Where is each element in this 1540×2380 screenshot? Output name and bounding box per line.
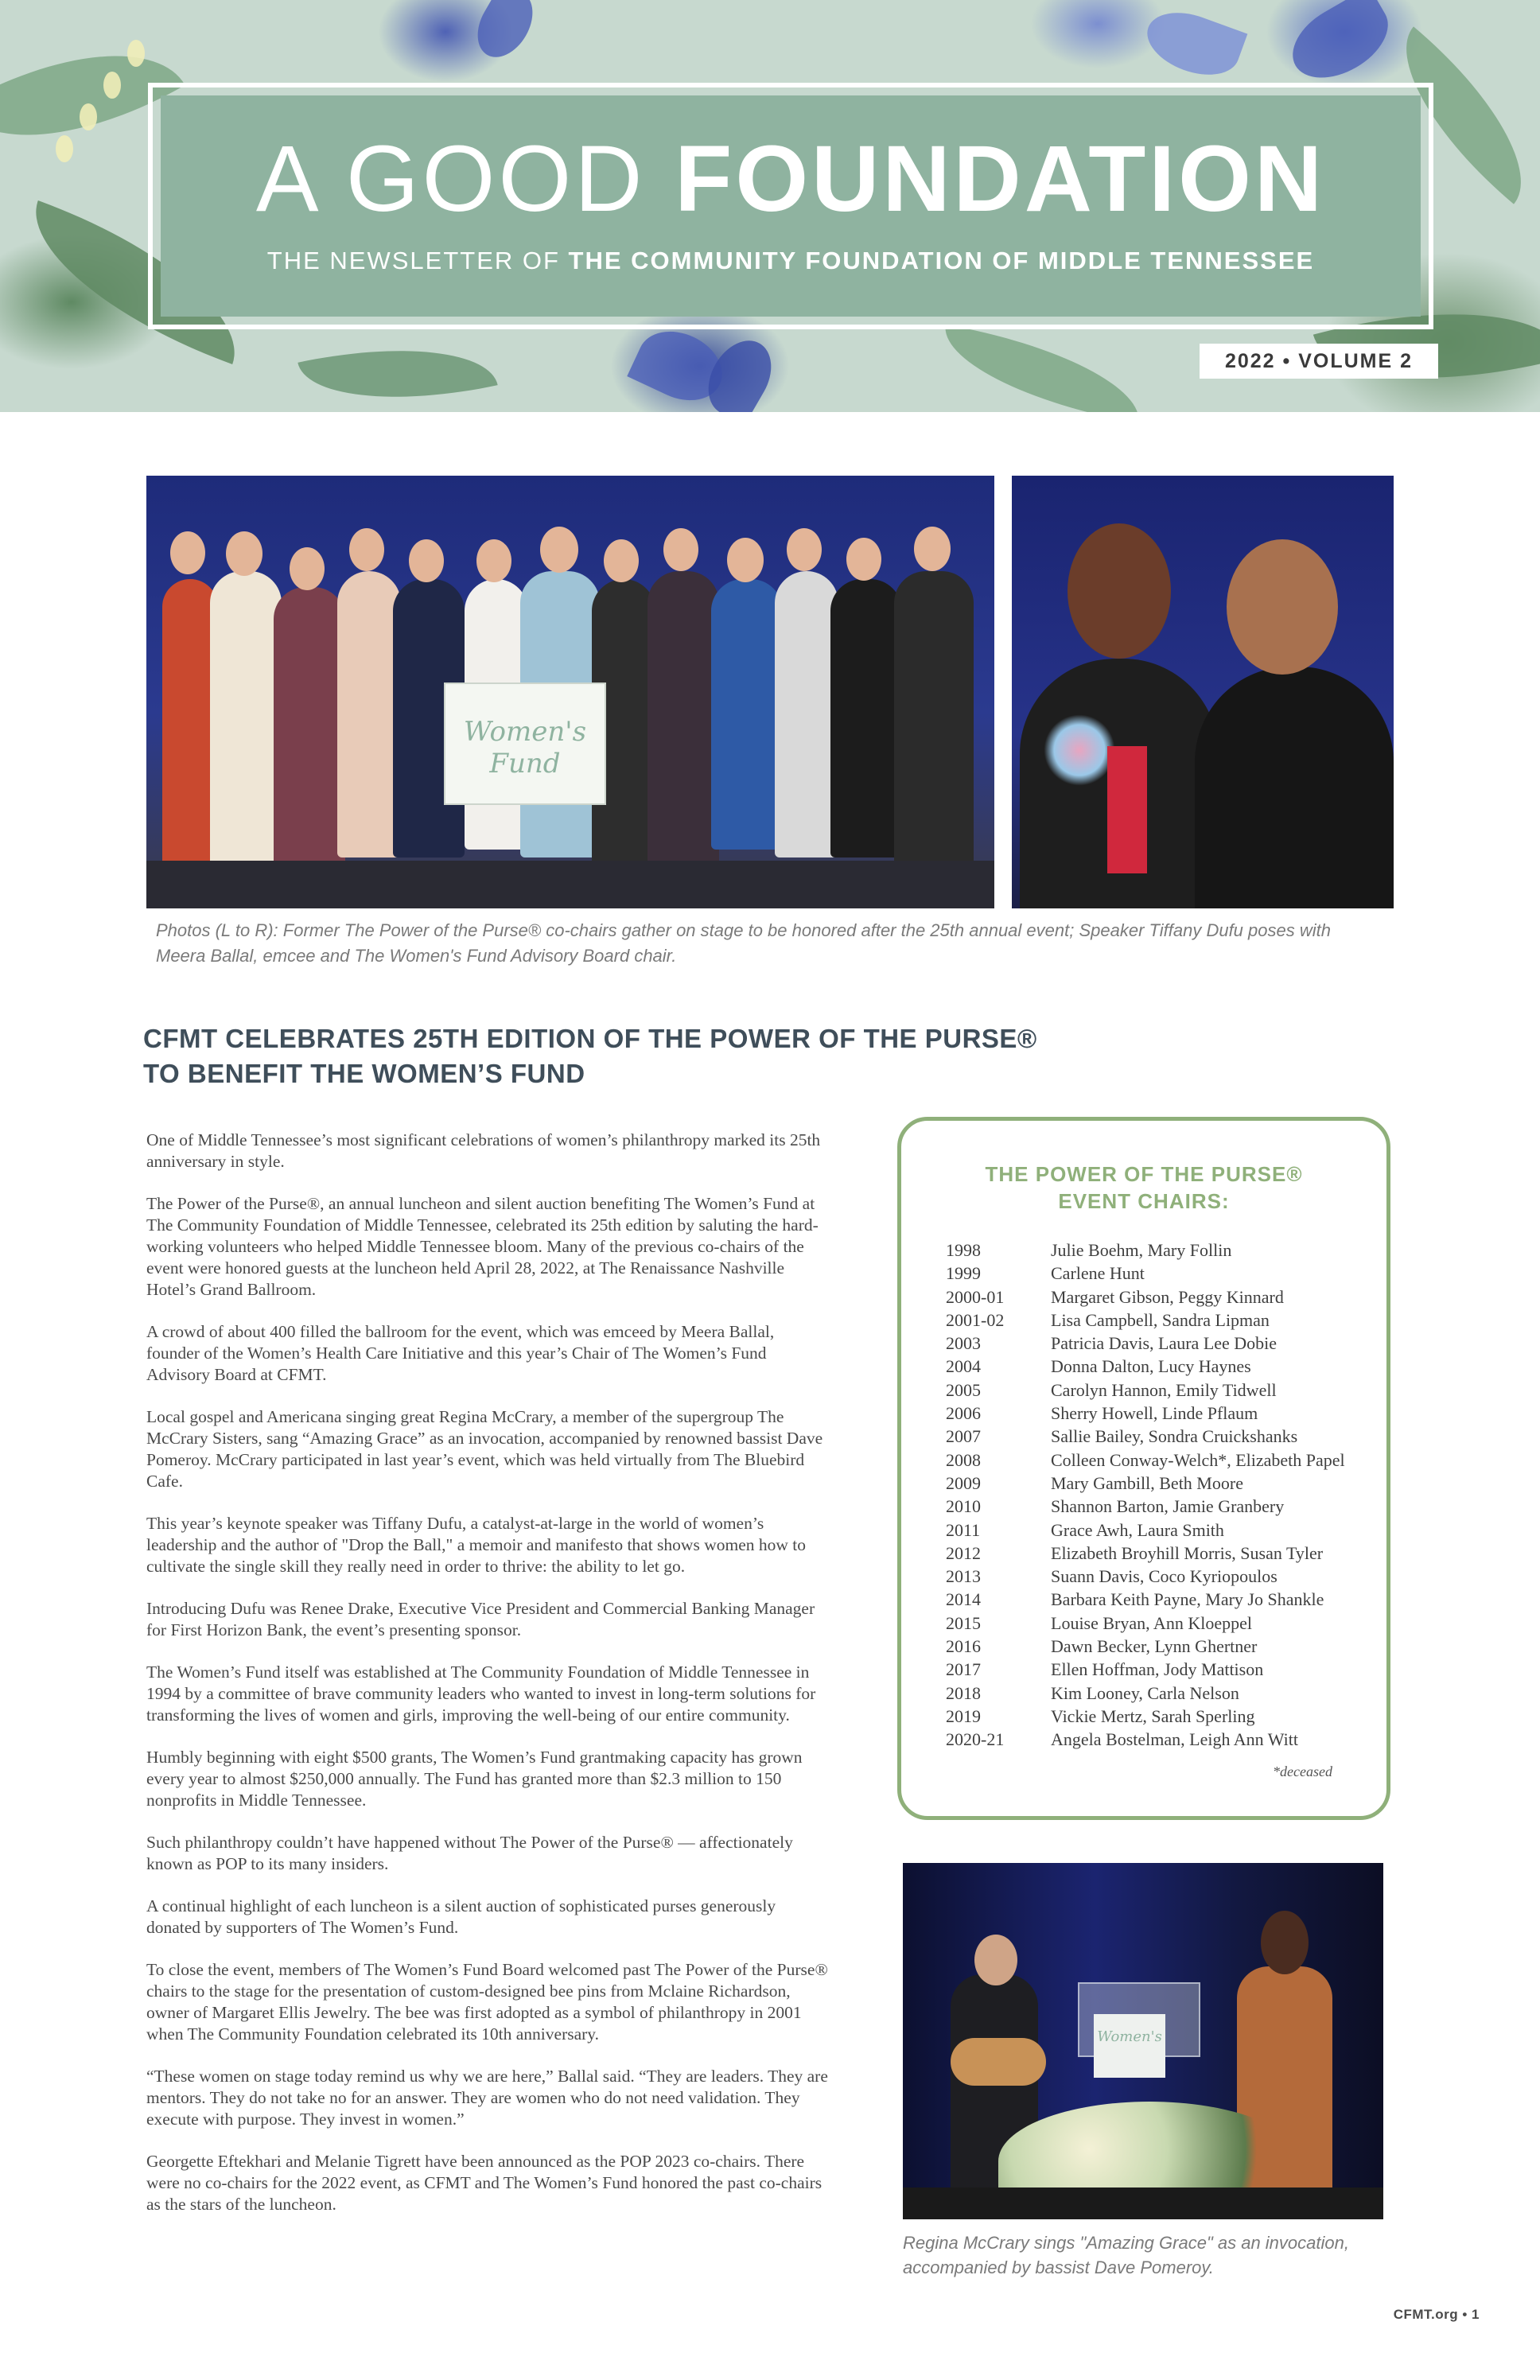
chair-names: Ellen Hoffman, Jody Mattison: [1051, 1659, 1264, 1680]
iris-flower-illustration: [1139, 2, 1248, 87]
stage-floor: [146, 861, 994, 908]
chair-year: 2009: [946, 1472, 981, 1493]
chair-year: 2007: [946, 1426, 981, 1447]
chair-row: [946, 1495, 1375, 1518]
bud-illustration: [103, 72, 121, 99]
chair-names: Margaret Gibson, Peggy Kinnard: [1051, 1286, 1284, 1307]
chair-row: [946, 1472, 1375, 1495]
chair-year: 2012: [946, 1542, 981, 1563]
chair-row: [946, 1402, 1375, 1425]
chair-names: Colleen Conway-Welch*, Elizabeth Papel: [1051, 1449, 1345, 1470]
bud-illustration: [80, 103, 97, 130]
chair-names: Sallie Bailey, Sondra Cruickshanks: [1051, 1426, 1298, 1447]
article-paragraph: A continual highlight of each luncheon is a silent auction of sophisticated purses generously donated by supporters of The Women’s Fund.: [146, 1896, 776, 1937]
subtitle-prefix: THE NEWSLETTER OF: [266, 247, 569, 274]
article-paragraph: Local gospel and Americana singing great Regina McCrary, a member of the supergroup The McCrary Sisters, sang “Amazing Grace” as an invocation, accompanied by renowned bassist Dave Pomeroy. McCrary participated in last year’s event, which was held virtually from The Bluebird Cafe.: [146, 1407, 823, 1491]
chair-year: 1999: [946, 1263, 981, 1284]
chair-names: Mary Gambill, Beth Moore: [1051, 1472, 1243, 1493]
chair-row: [946, 1519, 1375, 1542]
chair-names: Dawn Becker, Lynn Ghertner: [1051, 1636, 1258, 1657]
event-chairs-title-line-2: EVENT CHAIRS:: [1058, 1189, 1230, 1213]
chair-year: 2003: [946, 1333, 981, 1354]
podium-logo-text: Women's Fund: [463, 716, 587, 780]
chair-row: [946, 1705, 1375, 1728]
article-paragraph: Introducing Dufu was Renee Drake, Executive Vice President and Commercial Banking Manager for First Horizon Bank, the event’s presenting sponsor.: [146, 1599, 815, 1639]
chair-names: Kim Looney, Carla Nelson: [1051, 1682, 1239, 1703]
chair-names: Carolyn Hannon, Emily Tidwell: [1051, 1379, 1277, 1400]
event-chairs-title-line-1: THE POWER OF THE PURSE®: [985, 1162, 1303, 1186]
chair-row: [946, 1355, 1375, 1378]
chair-names: Angela Bostelman, Leigh Ann Witt: [1051, 1729, 1298, 1750]
chair-row: [946, 1565, 1375, 1588]
podium-logo-text: Women's: [1097, 2028, 1162, 2045]
chair-year: 2016: [946, 1636, 981, 1657]
article-paragraph: The Women’s Fund itself was established at The Community Foundation of Middle Tennessee in 1994 by a committee of brave community leaders who wanted to invest in long-term solutions for transforming the lives of women and girls, improving the well-being of our entire community.: [146, 1662, 816, 1725]
chair-year: 2018: [946, 1682, 981, 1703]
chair-year: 2017: [946, 1659, 981, 1680]
chair-row: [946, 1682, 1375, 1705]
chair-year: 2020-21: [946, 1729, 1005, 1750]
chair-row: [946, 1239, 1375, 1262]
title-box: [161, 95, 1421, 317]
chair-row: [946, 1309, 1375, 1332]
newsletter-title: [161, 126, 1421, 231]
chair-names: Elizabeth Broyhill Morris, Susan Tyler: [1051, 1542, 1324, 1563]
leaf-illustration: [935, 325, 1149, 412]
chair-row: [946, 1262, 1375, 1285]
chair-year: 2004: [946, 1356, 981, 1377]
chair-row: [946, 1332, 1375, 1355]
article-paragraph: One of Middle Tennessee’s most significant celebrations of women’s philanthropy marked its 25th anniversary in style.: [146, 1130, 821, 1171]
article-body: [146, 1130, 830, 2236]
chair-row: [946, 1658, 1375, 1681]
page-footer[interactable]: CFMT.org • 1: [1393, 2307, 1480, 2322]
speaker-photo: [1012, 476, 1394, 908]
chair-row: [946, 1612, 1375, 1635]
article-paragraph: This year’s keynote speaker was Tiffany Dufu, a catalyst-at-large in the world of women’s leadership and the author of "Drop the Ball," a memoir and manifesto that shows women how to cultivate the single skill they really need in order to thrive: the ability to let go.: [146, 1514, 806, 1576]
chair-year: 2006: [946, 1403, 981, 1424]
performance-photo: [903, 1863, 1383, 2219]
chair-year: 2013: [946, 1566, 981, 1587]
article-paragraph: Georgette Eftekhari and Melanie Tigrett have been announced as the POP 2023 co-chairs. There were no co-chairs for the 2022 event, as CFMT and The Women’s Fund honored the past co-chairs as the stars of the luncheon.: [146, 2152, 822, 2214]
article-paragraph: Such philanthropy couldn’t have happened without The Power of the Purse® — affectionately known as POP to its many insiders.: [146, 1833, 793, 1873]
article-paragraph: A crowd of about 400 filled the ballroom for the event, which was emceed by Meera Ballal, founder of the Women’s Health Care Initiative and this year’s Chair of The Women’s Fund Advisory Board at CFMT.: [146, 1322, 775, 1384]
subtitle-organization: THE COMMUNITY FOUNDATION OF MIDDLE TENNESSEE: [568, 247, 1315, 274]
chair-year: 2000-01: [946, 1286, 1005, 1307]
article-paragraph: Humbly beginning with eight $500 grants, The Women’s Fund grantmaking capacity has grown every year to almost $250,000 annually. The Fund has granted more than $2.3 million to 150 nonprofits in Middle Tennessee.: [146, 1748, 803, 1810]
chair-row: [946, 1425, 1375, 1448]
chair-year: 2008: [946, 1449, 981, 1470]
chair-year: 1998: [946, 1240, 981, 1260]
chair-names: Carlene Hunt: [1051, 1263, 1145, 1284]
iris-flower-illustration: [1280, 0, 1402, 93]
chair-row: [946, 1588, 1375, 1611]
chair-names: Sherry Howell, Linde Pflaum: [1051, 1403, 1258, 1424]
chair-names: Lisa Campbell, Sandra Lipman: [1051, 1309, 1270, 1330]
chair-year: 2015: [946, 1612, 981, 1633]
bud-illustration: [127, 40, 145, 67]
chair-year: 2011: [946, 1519, 981, 1540]
chair-names: Grace Awh, Laura Smith: [1051, 1519, 1224, 1540]
photos-caption: Photos (L to R): Former The Power of the Purse® co-chairs gather on stage to be honored after the 25th annual event; Speaker Tiffany Dufu poses with Meera Ballal, emcee and The Women's Fund Advisory Board chair.: [156, 920, 1331, 966]
bud-illustration: [56, 135, 73, 162]
event-chairs-title: [901, 1161, 1386, 1215]
chair-year: 2014: [946, 1589, 981, 1610]
chair-year: 2001-02: [946, 1309, 1005, 1330]
chair-year: 2010: [946, 1496, 981, 1517]
chair-year: 2019: [946, 1705, 981, 1726]
newsletter-subtitle: [161, 247, 1421, 275]
group-photo: [146, 476, 994, 908]
chair-names: Patricia Davis, Laura Lee Dobie: [1051, 1333, 1278, 1354]
chair-year: 2005: [946, 1379, 981, 1400]
performance-caption: Regina McCrary sings "Amazing Grace" as an invocation, accompanied by bassist Dave Pomeroy.: [903, 2233, 1349, 2277]
volume-badge: 2022 • VOLUME 2: [1200, 344, 1438, 379]
chair-names: Shannon Barton, Jamie Granbery: [1051, 1496, 1285, 1517]
chair-names: Suann Davis, Coco Kyriopoulos: [1051, 1566, 1278, 1587]
article-paragraph: The Power of the Purse®, an annual luncheon and silent auction benefiting The Women’s Fund at The Community Foundation of Middle Tennessee, celebrated its 25th edition by saluting the hard-working volunteers who helped Middle Tennessee bloom. Many of the previous co-chairs of the event were honored guests at the luncheon held April 28, 2022, at The Renaissance Nashville Hotel’s Grand Ballroom.: [146, 1194, 819, 1299]
headline-line-2: TO BENEFIT THE WOMEN’S FUND: [143, 1059, 585, 1088]
leaf-illustration: [298, 323, 497, 412]
podium: [444, 682, 606, 805]
title-bold-part: FOUNDATION: [675, 126, 1326, 231]
chair-row: [946, 1449, 1375, 1472]
article-headline: [143, 1021, 1098, 1091]
event-chairs-box: [897, 1117, 1390, 1820]
deceased-footnote: *deceased: [1273, 1764, 1332, 1779]
chair-row: [946, 1285, 1375, 1309]
chair-names: Barbara Keith Payne, Mary Jo Shankle: [1051, 1589, 1324, 1610]
chair-names: Donna Dalton, Lucy Haynes: [1051, 1356, 1251, 1377]
title-light-part: A GOOD: [255, 126, 675, 231]
chair-names: Vickie Mertz, Sarah Sperling: [1051, 1705, 1255, 1726]
chair-row: [946, 1379, 1375, 1402]
article-paragraph: “These women on stage today remind us why we are here,” Ballal said. “They are leaders. They are mentors. They do not take no for an answer. They are women who do not need validation. They execute with purpose. They invest in women.”: [146, 2067, 828, 2129]
chair-names: Julie Boehm, Mary Follin: [1051, 1240, 1232, 1260]
chair-row: [946, 1635, 1375, 1658]
chair-row: [946, 1728, 1375, 1751]
headline-line-1: CFMT CELEBRATES 25TH EDITION OF THE POWER OF THE PURSE®: [143, 1024, 1037, 1053]
article-paragraph: To close the event, members of The Women’s Fund Board welcomed past The Power of the Purse® chairs to the stage for the presentation of custom-designed bee pins from Mclaine Richardson, owner of Margaret Ellis Jewelry. The bee was first adopted as a symbol of philanthropy in 2001 when The Community Foundation celebrated its 10th anniversary.: [146, 1960, 828, 2044]
masthead-banner: [0, 0, 1540, 412]
iris-flower-illustration: [467, 0, 544, 67]
chair-row: [946, 1542, 1375, 1565]
event-chairs-list: [946, 1239, 1375, 1752]
chair-names: Louise Bryan, Ann Kloeppel: [1051, 1612, 1252, 1633]
